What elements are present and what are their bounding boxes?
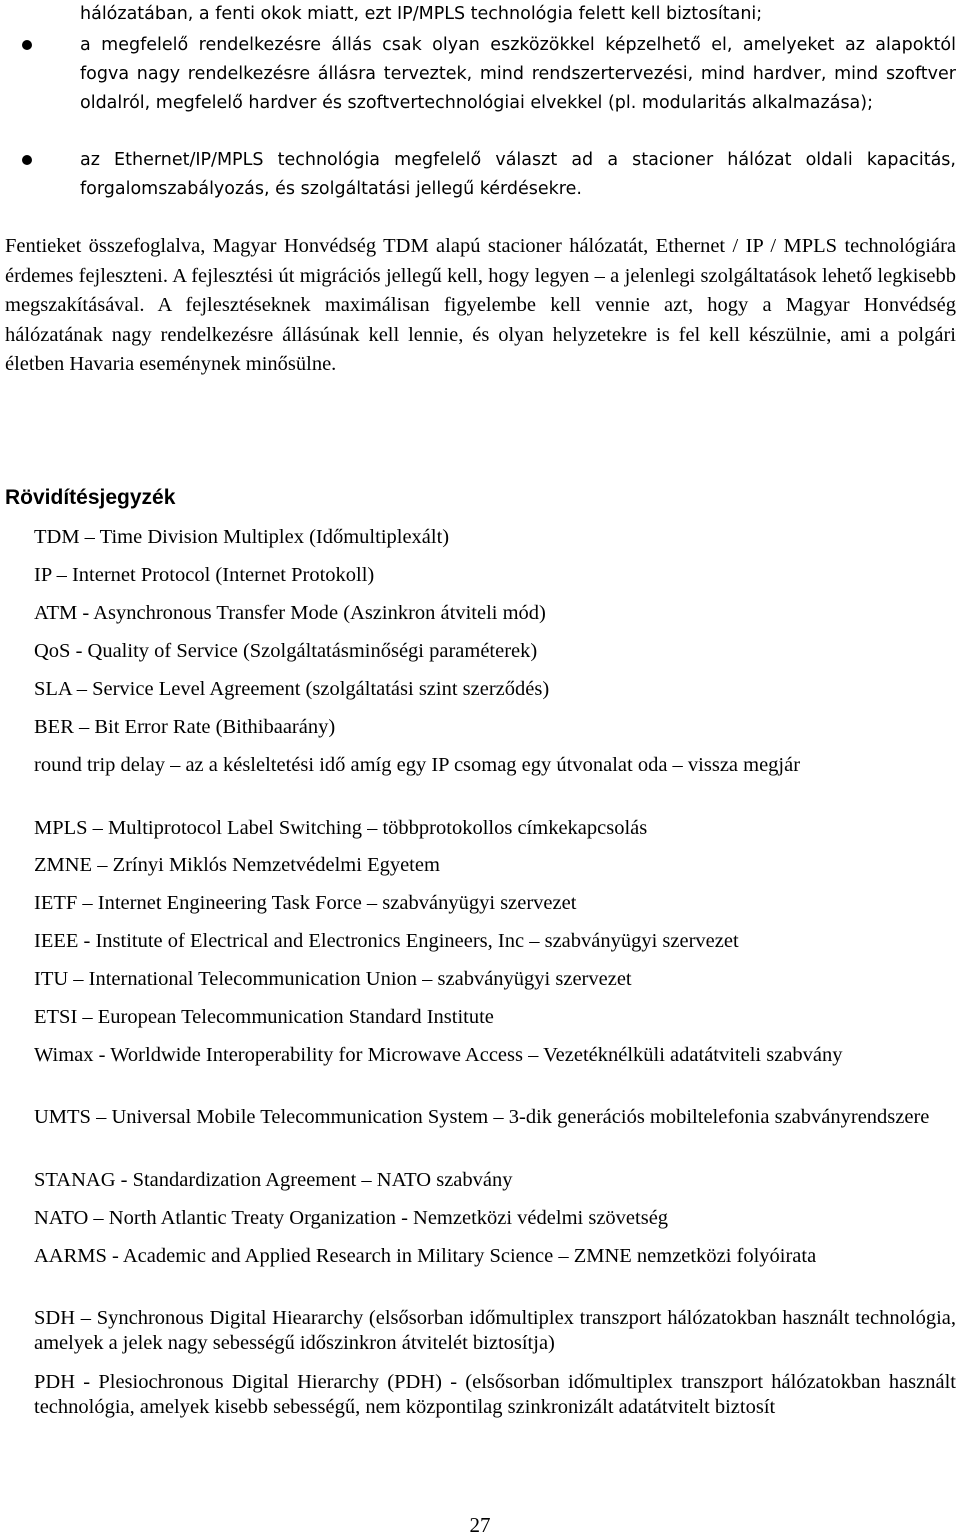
abbreviation-item: ATM - Asynchronous Transfer Mode (Aszinkron átviteli mód) xyxy=(34,602,546,624)
abbreviation-item: ITU – International Telecommunication Union – szabványügyi szervezet xyxy=(34,968,632,990)
abbreviation-item: STANAG - Standardization Agreement – NATO szabvány xyxy=(34,1169,513,1191)
bullet-icon xyxy=(22,155,32,165)
abbreviation-item: AARMS - Academic and Applied Research in Military Science – ZMNE nemzetközi folyóirata xyxy=(34,1245,817,1267)
abbreviation-item: Wimax - Worldwide Interoperability for Microwave Access – Vezetéknélküli adatátviteli szabvány xyxy=(34,1044,843,1066)
abbreviation-item: SDH – Synchronous Digital Hieararchy (elsősorban időmultiplex transzport hálózatokban használt technológia, amelyek a jelek nagy sebességű időszinkron átvitelét biztosítja) xyxy=(34,1307,956,1354)
summary-paragraph: Fentieket összefoglalva, Magyar Honvédség TDM alapú stacioner hálózatát, Ethernet / IP / MPLS technológiára érdemes fejleszteni. A fejlesztési út migrációs jellegű kell, hogy legyen – a jelenlegi szolgáltatások lehető legkisebb megszakításával. A fejlesztéseknek maximálisan figyelembe kell vennie azt, hogy a Magyar Honvédség hálózatának nagy rendelkezésre állásúnak kell lennie, és olyan helyzetekre is fel kell készülnie, ami a polgári életben Havaria eseménynek minősülne. xyxy=(5,235,956,375)
bullet-icon xyxy=(22,40,32,50)
abbreviation-item: ETSI – European Telecommunication Standard Institute xyxy=(34,1006,494,1028)
abbreviation-item: QoS - Quality of Service (Szolgáltatásminőségi paraméterek) xyxy=(34,640,538,662)
abbreviation-item: UMTS – Universal Mobile Telecommunication System – 3-dik generációs mobiltelefonia szabványrendszere xyxy=(34,1106,930,1128)
intro-continued-line: hálózatában, a fenti okok miatt, ezt IP/MPLS technológia felett kell biztosítani; xyxy=(80,4,763,24)
abbreviation-item: IETF – Internet Engineering Task Force – szabványügyi szervezet xyxy=(34,892,577,914)
abbreviation-item: IP – Internet Protocol (Internet Protokoll) xyxy=(34,564,375,586)
section-title: Rövidítésjegyzék xyxy=(5,486,176,509)
page-number: 27 xyxy=(469,1513,491,1537)
abbreviation-item: PDH - Plesiochronous Digital Hierarchy (PDH) - (elsősorban időmultiplex transzport hálózatokban használt technológia, amelyek kisebb sebességű, nem központilag szinkronizált adatátvitelt biztosít xyxy=(34,1371,956,1418)
abbreviation-item: BER – Bit Error Rate (Bithibaarány) xyxy=(34,716,336,738)
abbreviation-item: ZMNE – Zrínyi Miklós Nemzetvédelmi Egyetem xyxy=(34,854,440,876)
bullet-text: a megfelelő rendelkezésre állás csak olyan eszközökkel képzelhető el, amelyeket az alapoktól fogva nagy rendelkezésre állásra terveztek, mind rendszertervezési, mind hardver, mind szoftver oldalról, megfelelő hardver és szoftvertechnológiai elvekkel (pl. modularitás alkalmazása); xyxy=(80,35,956,113)
abbreviation-item: IEEE - Institute of Electrical and Electronics Engineers, Inc – szabványügyi szervezet xyxy=(34,930,739,952)
abbreviation-item: SLA – Service Level Agreement (szolgáltatási szint szerződés) xyxy=(34,678,550,700)
abbreviation-item: TDM – Time Division Multiplex (Időmultiplexált) xyxy=(34,526,450,548)
abbreviation-item: MPLS – Multiprotocol Label Switching – többprotokollos címkekapcsolás xyxy=(34,817,648,839)
abbreviation-item: round trip delay – az a késleltetési idő amíg egy IP csomag egy útvonalat oda – vissza megjár xyxy=(34,754,801,776)
bullet-text: az Ethernet/IP/MPLS technológia megfelelő választ ad a stacioner hálózat oldali kapacitás, forgalomszabályozás, és szolgáltatási jellegű kérdésekre. xyxy=(80,150,956,199)
abbreviation-item: NATO – North Atlantic Treaty Organization - Nemzetközi védelmi szövetség xyxy=(34,1207,669,1229)
